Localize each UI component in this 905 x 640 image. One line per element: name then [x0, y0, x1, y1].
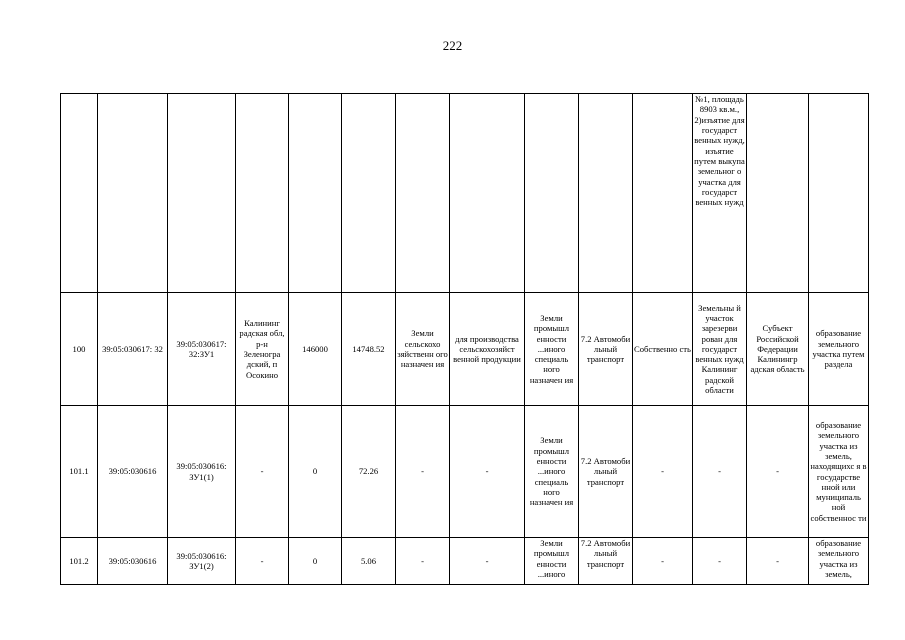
land-category-cell: - [396, 406, 450, 538]
source-area-cell: 0 [289, 538, 342, 585]
land-category-cell: - [396, 538, 450, 585]
table-row [61, 94, 869, 293]
owner-cell [747, 94, 809, 293]
new-land-category-cell: Земли промышл енности ...иного специаль ного назначен ия [525, 293, 579, 406]
right-type-cell: - [633, 538, 693, 585]
new-area-cell: 72.26 [342, 406, 396, 538]
permitted-use-cell: - [450, 406, 525, 538]
encumbrance-cell: №1, площадь 8903 кв.м., 2)изъятие для государст венных нужд, изъятие путем выкупа земельног о участка для государст венных нужд [693, 94, 747, 293]
encumbrance-cell: - [693, 538, 747, 585]
table-row [61, 406, 869, 538]
new-land-category-cell: Земли промышл енности ...иного [525, 538, 579, 585]
row-number-cell: 101.2 [61, 538, 98, 585]
permitted-use-cell [450, 94, 525, 293]
address-cell: - [236, 538, 289, 585]
source-cadastral-number-cell: 39:05:030616 [98, 538, 168, 585]
new-land-category-cell [525, 94, 579, 293]
row-number-cell: 100 [61, 293, 98, 406]
source-cadastral-number-cell: 39:05:030616 [98, 406, 168, 538]
new-area-cell: 14748.52 [342, 293, 396, 406]
source-area-cell: 146000 [289, 293, 342, 406]
address-cell: Калининг радская обл, р-н Зеленогра дский, п Осокино [236, 293, 289, 406]
new-area-cell: 5.06 [342, 538, 396, 585]
right-type-cell [633, 94, 693, 293]
table-row [61, 538, 869, 585]
new-permitted-use-cell: 7.2 Автомоби льный транспорт [579, 293, 633, 406]
new-permitted-use-cell: 7.2 Автомоби льный транспорт [579, 538, 633, 585]
new-permitted-use-cell: 7.2 Автомоби льный транспорт [579, 406, 633, 538]
owner-cell: - [747, 406, 809, 538]
owner-cell: - [747, 538, 809, 585]
row-number-cell: 101.1 [61, 406, 98, 538]
formation-method-cell [809, 94, 869, 293]
source-area-cell: 0 [289, 406, 342, 538]
address-cell [236, 94, 289, 293]
row-number-cell [61, 94, 98, 293]
page-number: 222 [442, 38, 463, 53]
formation-method-cell: образование земельного участка путем раздела [809, 293, 869, 406]
address-cell: - [236, 406, 289, 538]
owner-cell: Субъект Российской Федерации Калинингр адская область [747, 293, 809, 406]
new-area-cell [342, 94, 396, 293]
permitted-use-cell: - [450, 538, 525, 585]
formation-method-cell: образование земельного участка из земель, [809, 538, 869, 585]
land-category-cell [396, 94, 450, 293]
encumbrance-cell: Земельны й участок зарезерви рован для государст венных нужд Калининг радской области [693, 293, 747, 406]
new-plot-designation-cell: 39:05:030616: ЗУ1(1) [168, 406, 236, 538]
new-plot-designation-cell [168, 94, 236, 293]
formation-method-cell: образование земельного участка из земель, находящихс я в государстве нной или муниципаль ной собственнос ти [809, 406, 869, 538]
right-type-cell: Собственно сть [633, 293, 693, 406]
source-area-cell [289, 94, 342, 293]
permitted-use-cell: для производства сельскохозяйст венной продукции [450, 293, 525, 406]
land-category-cell: Земли сельскохо зяйственн ого назначен ия [396, 293, 450, 406]
source-cadastral-number-cell [98, 94, 168, 293]
new-plot-designation-cell: 39:05:030617: 32:ЗУ1 [168, 293, 236, 406]
new-permitted-use-cell [579, 94, 633, 293]
table-row [61, 293, 869, 406]
source-cadastral-number-cell: 39:05:030617: 32 [98, 293, 168, 406]
new-plot-designation-cell: 39:05:030616: ЗУ1(2) [168, 538, 236, 585]
encumbrance-cell: - [693, 406, 747, 538]
new-land-category-cell: Земли промышл енности ...иного специаль ного назначен ия [525, 406, 579, 538]
right-type-cell: - [633, 406, 693, 538]
land-plots-table [60, 93, 869, 585]
